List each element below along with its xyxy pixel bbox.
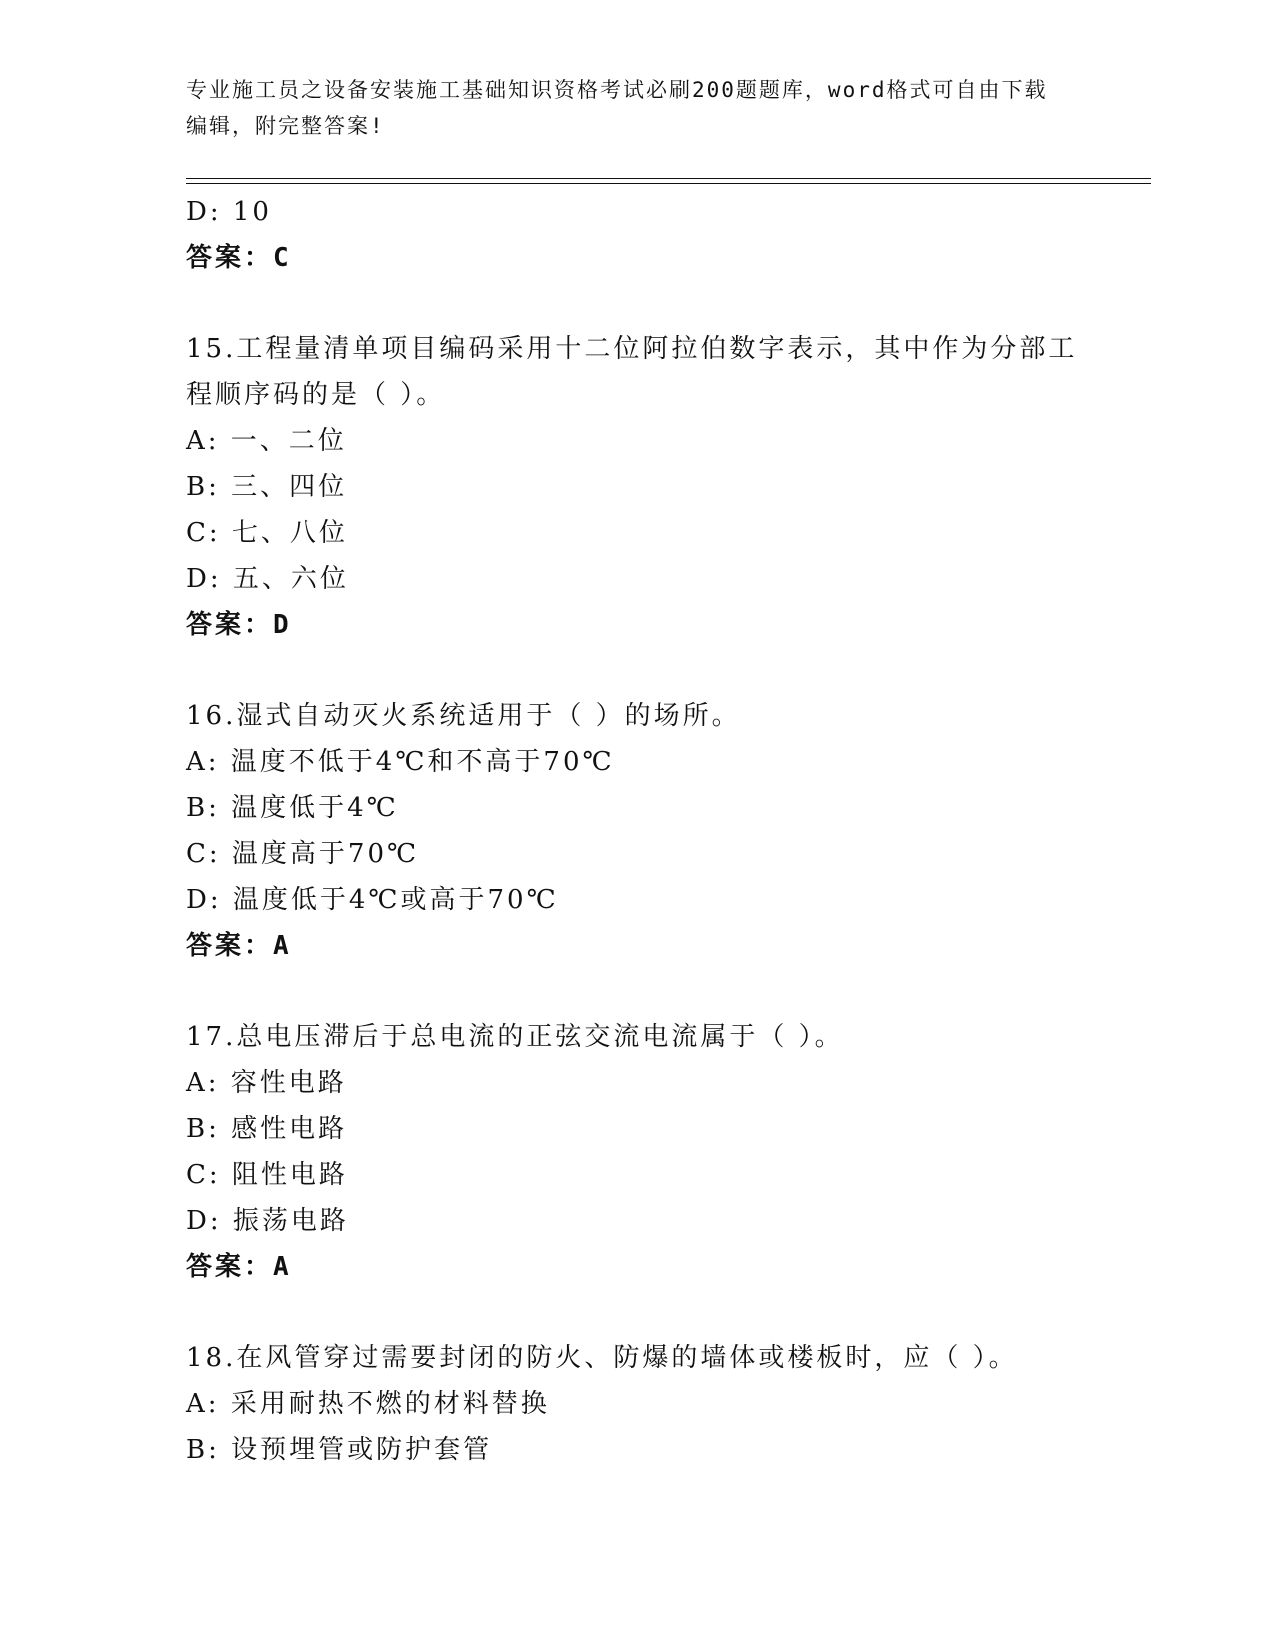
question-text: 18.在风管穿过需要封闭的防火、防爆的墙体或楼板时，应（ ）。 xyxy=(186,1343,1018,1373)
option-d: D: 温度低于4℃或高于70℃ xyxy=(186,885,559,915)
spacer xyxy=(186,648,1086,693)
option-a: A: 一、二位 xyxy=(186,426,347,456)
option-b: B: 温度低于4℃ xyxy=(186,793,399,823)
option-d: D: 10 xyxy=(186,197,272,227)
option-b: B: 三、四位 xyxy=(186,472,348,502)
header-divider-bottom xyxy=(186,183,1151,184)
option-a: A: 温度不低于4℃和不高于70℃ xyxy=(186,747,615,777)
spacer xyxy=(186,969,1086,1014)
question-text: 17.总电压滞后于总电流的正弦交流电流属于（ ）。 xyxy=(186,1022,844,1052)
question-text-cont: 程顺序码的是（ ）。 xyxy=(186,380,446,410)
answer-text: 答案：A xyxy=(186,1252,292,1282)
question-16 xyxy=(186,693,1086,969)
option-b: B: 设预埋管或防护套管 xyxy=(186,1435,493,1465)
document-header: 专业施工员之设备安装施工基础知识资格考试必刷200题题库，word格式可自由下载编辑，附完整答案! xyxy=(186,78,1048,138)
question-15 xyxy=(186,326,1086,648)
option-b: B: 感性电路 xyxy=(186,1114,348,1144)
question-list xyxy=(186,189,1086,1473)
answer-text: 答案：C xyxy=(186,243,292,273)
spacer xyxy=(186,1290,1086,1335)
option-c: C: 阻性电路 xyxy=(186,1160,348,1190)
option-c: C: 七、八位 xyxy=(186,518,348,548)
question-18 xyxy=(186,1335,1086,1473)
answer-text: 答案：A xyxy=(186,931,292,961)
option-c: C: 温度高于70℃ xyxy=(186,839,420,869)
question-text: 16.湿式自动灭火系统适用于（ ）的场所。 xyxy=(186,701,741,731)
header-divider-top xyxy=(186,178,1151,179)
question-17 xyxy=(186,1014,1086,1290)
option-d: D: 振荡电路 xyxy=(186,1206,349,1236)
answer-text: 答案：D xyxy=(186,610,292,640)
question-text: 15.工程量清单项目编码采用十二位阿拉伯数字表示，其中作为分部工 xyxy=(186,334,1078,364)
spacer xyxy=(186,281,1086,326)
option-d: D: 五、六位 xyxy=(186,564,349,594)
option-a: A: 容性电路 xyxy=(186,1068,347,1098)
option-a: A: 采用耐热不燃的材料替换 xyxy=(186,1389,550,1419)
